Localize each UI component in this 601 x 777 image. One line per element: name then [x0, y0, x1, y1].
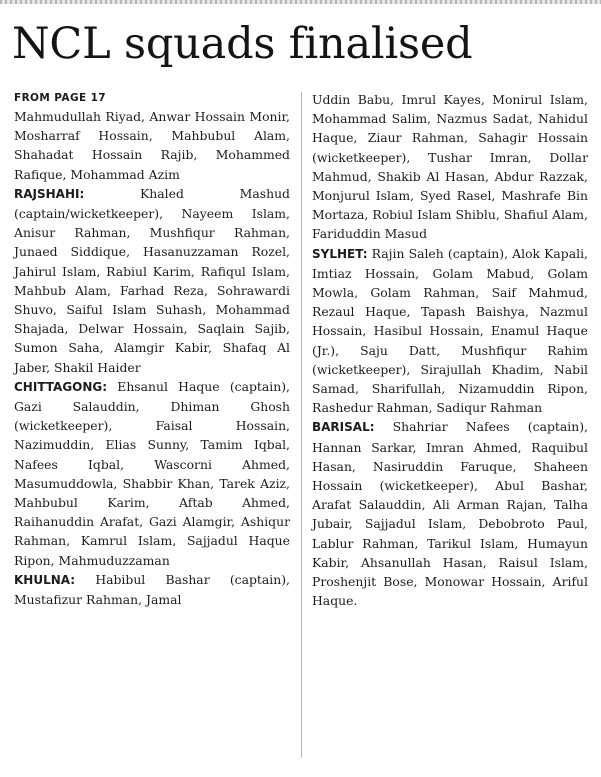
- team-name-khulna: KHULNA:: [14, 572, 76, 587]
- players-barisal: Shahriar Nafees (captain), Hannan Sarkar, Imran Ahmed, Raquibul Hasan, Nasiruddin Faruque, Shaheen Hossain (wicketkeeper), Abul Bashar, Arafat Salauddin, Ali Arman Rajan, Talha Jubair, Sajjadul Islam, Debobroto Paul, Lablur Rahman, Tarikul Islam, Humayun Kabir, Ahsanullah Hasan, Raisul Islam, Proshenjit Bose, Monowar Hossain, Ariful Haque.: [312, 419, 588, 609]
- dateline: FROM PAGE 17: [14, 92, 107, 104]
- squad-khulna-continued: [312, 90, 588, 244]
- team-name-chittagong: CHITTAGONG:: [14, 379, 108, 394]
- squad-khulna-start: [14, 570, 290, 609]
- column-divider: [301, 92, 302, 758]
- players-khulna-continued: Uddin Babu, Imrul Kayes, Monirul Islam, Mohammad Salim, Nazmus Sadat, Nahidul Haque, Ziaur Rahman, Sahagir Hossain (wicketkeeper), Tushar Imran, Dollar Mahmud, Shakib Al Hasan, Abdur Razzak, Monjurul Islam, Syed Rasel, Mashrafe Bin Mortaza, Robiul Islam Shiblu, Shafiul Alam, Fariduddin Masud: [312, 92, 588, 242]
- players-chittagong: Ehsanul Haque (captain), Gazi Salauddin, Dhiman Ghosh (wicketkeeper), Faisal Hossain, Nazimuddin, Elias Sunny, Tamim Iqbal, Nafees Iqbal, Wascorni Ahmed, Masumuddowla, Shabbir Khan, Tarek Aziz, Mahbubul Karim, Aftab Ahmed, Raihanuddin Arafat, Gazi Alamgir, Ashiqur Rahman, Kamrul Islam, Sajjadul Haque Ripon, Mahmuduzzaman: [14, 378, 290, 568]
- players-rajshahi: Khaled Mashud (captain/wicketkeeper), Nayeem Islam, Anisur Rahman, Mushfiqur Rahman, Junaed Siddique, Hasanuzzaman Rozel, Jahirul Islam, Rabiul Karim, Rafiqul Islam, Mahbub Alam, Farhad Reza, Sohrawardi Shuvo, Saiful Islam Suhash, Mohammad Shajada, Delwar Hossain, Saqlain Sajib, Sumon Saha, Alamgir Kabir, Shafaq Al Jaber, Shakil Haider: [14, 185, 290, 375]
- team-name-sylhet: SYLHET:: [312, 246, 368, 261]
- squad-sylhet: [312, 244, 588, 418]
- team-name-barisal: BARISAL:: [312, 420, 375, 435]
- squad-barisal: [312, 417, 588, 610]
- top-rule: [0, 0, 601, 4]
- continued-paragraph: [14, 90, 290, 184]
- players-sylhet: Rajin Saleh (captain), Alok Kapali, Imtiaz Hossain, Golam Mabud, Golam Mowla, Golam Rahman, Saif Mahmud, Rezaul Haque, Tapash Baishya, Nazmul Hossain, Hasibul Hossain, Enamul Haque (Jr.), Saju Datt, Mushfiqur Rahim (wicketkeeper), Sirajullah Khadim, Nabil Samad, Sharifullah, Nizamuddin Ripon, Rashedur Rahman, Sadiqur Rahman: [312, 245, 588, 416]
- squad-rajshahi: [14, 184, 290, 377]
- players-khulna-start: Habibul Bashar (captain), Mustafizur Rahman, Jamal: [14, 571, 290, 608]
- article-column-left: [14, 90, 290, 609]
- continued-text: Mahmudullah Riyad, Anwar Hossain Monir, Mosharraf Hossain, Mahbubul Alam, Shahadat Hossain Rajib, Mohammed Rafique, Mohammad Azim: [14, 109, 290, 182]
- squad-chittagong: [14, 377, 290, 570]
- team-name-rajshahi: RAJSHAHI:: [14, 186, 85, 201]
- headline: NCL squads finalised: [12, 19, 473, 69]
- article-column-right: [312, 90, 588, 610]
